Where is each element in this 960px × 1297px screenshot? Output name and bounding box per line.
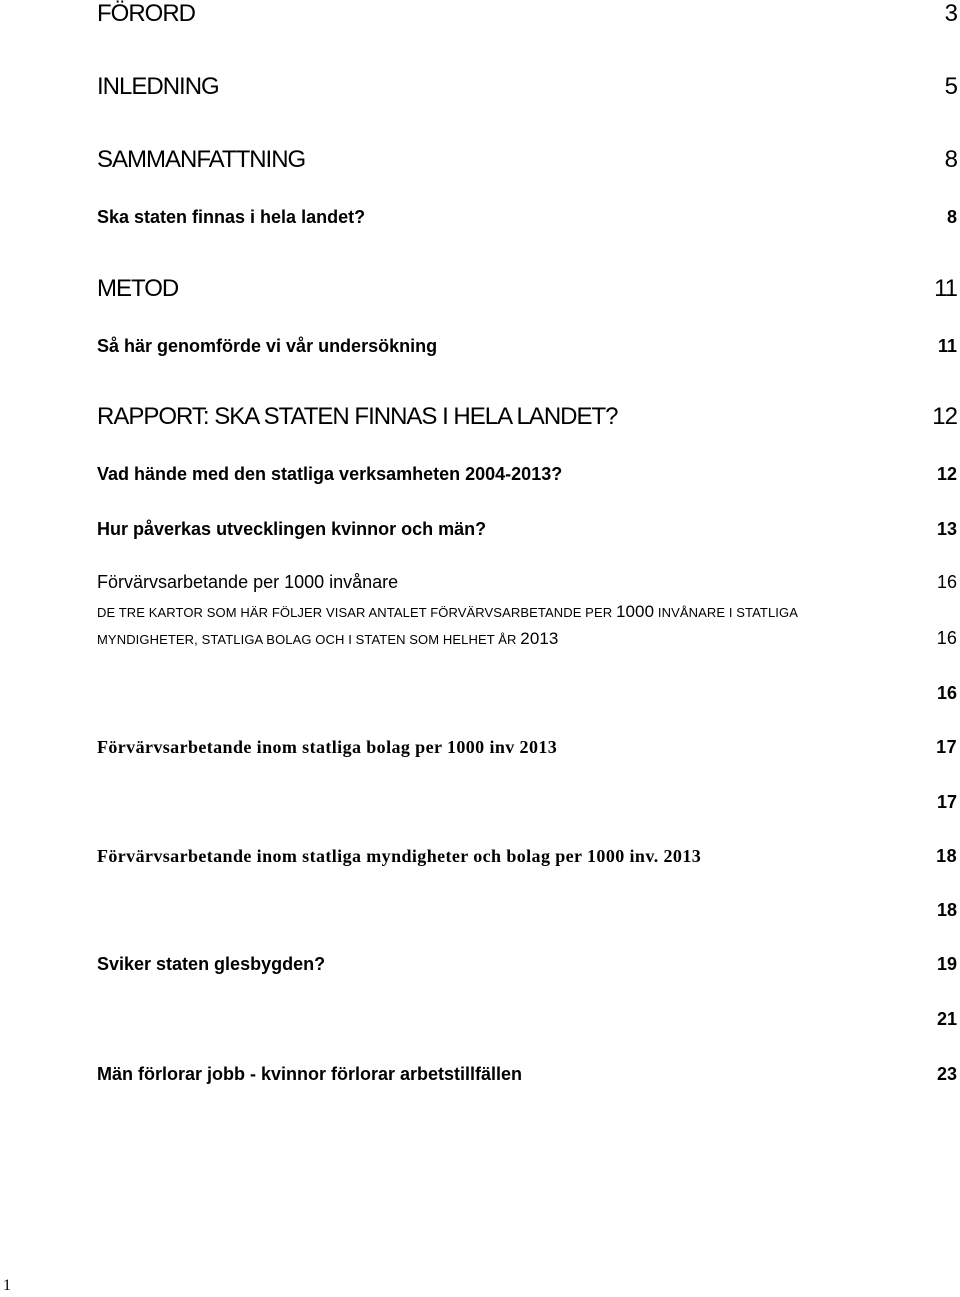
toc-entry-inledning[interactable] bbox=[97, 73, 957, 101]
toc-entry-page: 12 bbox=[936, 464, 957, 484]
toc-entry-page: 16 bbox=[936, 683, 957, 703]
toc-entry-foerord[interactable] bbox=[97, 0, 957, 28]
toc-entry-sviker[interactable] bbox=[97, 954, 957, 975]
toc-entry-page: 8 bbox=[946, 207, 957, 227]
toc-entry-title: SAMMANFATTNING bbox=[97, 146, 306, 173]
toc-entry-page: 3 bbox=[944, 0, 957, 27]
toc-entry-title: Förvärvsarbetande inom statliga bolag per 1000 inv 2013 bbox=[97, 737, 558, 757]
toc-entry-page: 23 bbox=[936, 1064, 957, 1084]
toc-entry-title-part: INVÅNARE I STATLIGA bbox=[657, 605, 798, 620]
toc-entry-page: 17 bbox=[936, 737, 957, 757]
toc-entry-title-year: 2013 bbox=[520, 629, 559, 648]
toc-entry-page: 13 bbox=[936, 519, 957, 539]
page-number: 1 bbox=[3, 1277, 11, 1294]
toc-entry-page: 11 bbox=[934, 275, 957, 302]
toc-entry-page: 8 bbox=[944, 146, 957, 173]
toc-entry-title: Så här genomförde vi vår undersökning bbox=[97, 336, 438, 356]
toc-entry-hur-paverkas[interactable] bbox=[97, 519, 957, 540]
toc-entry-title-part: MYNDIGHETER, STATLIGA BOLAG OCH I STATEN SOM HELHET ÅR bbox=[97, 632, 517, 647]
toc-entry-page: 18 bbox=[936, 900, 957, 920]
toc-entry-title: Sviker staten glesbygden? bbox=[97, 954, 326, 974]
toc-entry-blank-1[interactable] bbox=[97, 683, 957, 704]
toc-entry-title: Hur påverkas utvecklingen kvinnor och män? bbox=[97, 519, 487, 539]
toc-entry-page: 11 bbox=[937, 336, 957, 356]
toc-entry-title-number: 1000 bbox=[615, 602, 655, 621]
toc-entry-ska-staten[interactable] bbox=[97, 207, 957, 228]
toc-entry-kartor-line1[interactable] bbox=[97, 602, 957, 622]
toc-entry-sammanfattning[interactable] bbox=[97, 146, 957, 174]
toc-entry-title: INLEDNING bbox=[97, 73, 219, 100]
toc-entry-page: 19 bbox=[936, 954, 957, 974]
toc-entry-title: Ska staten finnas i hela landet? bbox=[97, 207, 366, 227]
toc-entry-kartor-line2[interactable] bbox=[97, 628, 957, 649]
toc-entry-page: 17 bbox=[936, 792, 957, 812]
toc-entry-title: METOD bbox=[97, 275, 179, 302]
toc-entry-page: 16 bbox=[936, 628, 957, 648]
toc-entry-myndigheter-bolag[interactable] bbox=[97, 846, 957, 867]
toc-entry-page: 5 bbox=[944, 73, 957, 100]
toc-entry-page: 16 bbox=[936, 572, 957, 592]
toc-entry-blank-4[interactable] bbox=[97, 1009, 957, 1030]
toc-entry-man-forlorar[interactable] bbox=[97, 1064, 957, 1085]
toc-entry-title: FÖRORD bbox=[97, 0, 195, 27]
toc-entry-title: Vad hände med den statliga verksamheten 2004-2013? bbox=[97, 464, 563, 484]
toc-entry-forvarvsarbetande-per-1000[interactable] bbox=[97, 572, 957, 593]
toc-entry-blank-3[interactable] bbox=[97, 900, 957, 921]
toc-entry-title bbox=[97, 602, 798, 622]
toc-entry-title: Män förlorar jobb - kvinnor förlorar arbetstillfällen bbox=[97, 1064, 523, 1084]
toc-entry-sa-har[interactable] bbox=[97, 336, 957, 357]
toc-entry-page: 12 bbox=[932, 403, 957, 430]
toc-entry-page: 18 bbox=[936, 846, 957, 866]
toc-entry-title: Förvärvsarbetande per 1000 invånare bbox=[97, 572, 399, 592]
toc-entry-metod[interactable] bbox=[97, 275, 957, 303]
toc-entry-vad-hande[interactable] bbox=[97, 464, 957, 485]
toc-entry-title: RAPPORT: SKA STATEN FINNAS I HELA LANDET? bbox=[97, 403, 618, 430]
toc-entry-bolag[interactable] bbox=[97, 737, 957, 758]
toc-entry-rapport[interactable] bbox=[97, 403, 957, 431]
toc-entry-title bbox=[97, 629, 558, 649]
toc-entry-title: Förvärvsarbetande inom statliga myndigheter och bolag per 1000 inv. 2013 bbox=[97, 846, 702, 866]
toc-entry-page: 21 bbox=[936, 1009, 957, 1029]
toc-entry-title-part: DE TRE KARTOR SOM HÄR FÖLJER VISAR ANTALET FÖRVÄRVSARBETANDE PER bbox=[97, 605, 613, 620]
toc-entry-blank-2[interactable] bbox=[97, 792, 957, 813]
